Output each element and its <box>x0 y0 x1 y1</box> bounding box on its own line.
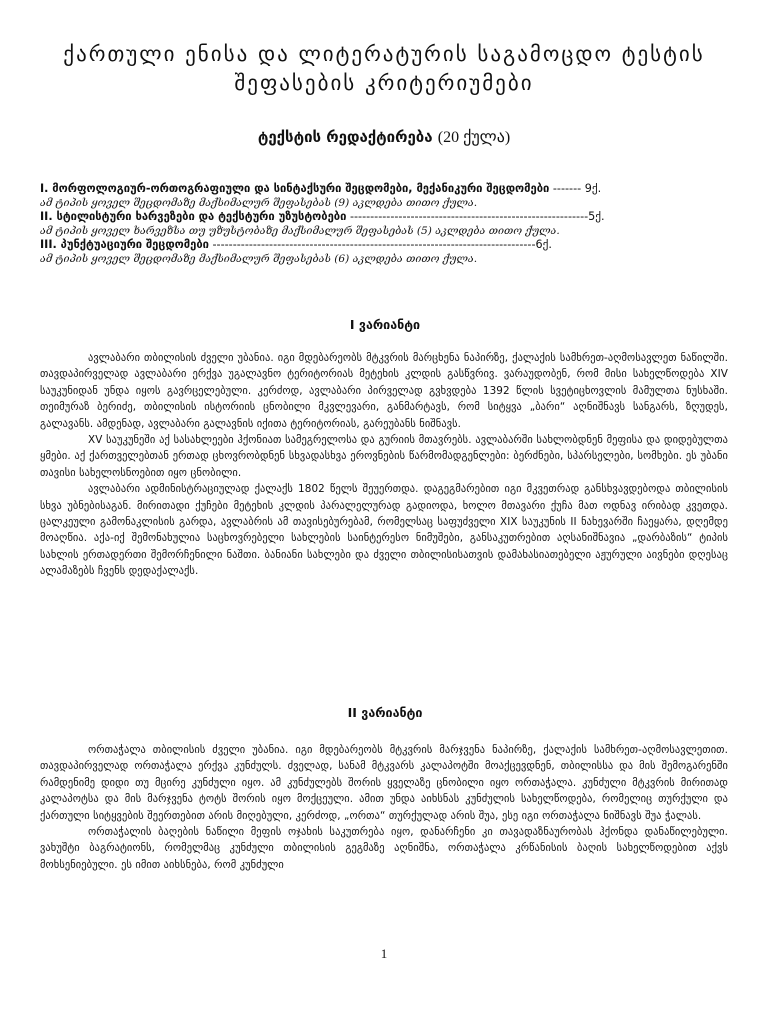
variant-1-paragraph: XV საუკუნეში აქ სასახლეები ჰქონიათ სამეგრელოსა და გურიის მთავრებს. ავლაბარში სახლობდნენ მეფისა და დიდებულთა ყმები. აქ ქართველებთან ერთად ცხოვრობდნენ სხვადასხვა ეროვნების წარმომადგენლები: ბერძნები, სპარსელები, სომხები. ეს უბანი თავისი სახელოსნოებით იყო ცნობილი. <box>40 434 728 479</box>
criterion-3-note: ამ ტიპის ყოველ შეცდომაზე მაქსიმალურ შეფასებას (6) აკლდება თითო ქულა. <box>40 253 478 265</box>
criteria-list <box>40 182 730 266</box>
title-line-2: შეფასების კრიტერიუმები <box>234 71 534 95</box>
section-subtitle <box>60 127 708 147</box>
criterion-3-points: --------------------------------------------------------------------------------6ქ. <box>208 238 552 251</box>
criterion-3-head: III. პუნქტუაციური შეცდომები <box>40 238 209 251</box>
variant-1-heading: I ვარიანტი <box>349 317 421 332</box>
variant-1-text <box>40 350 728 580</box>
criterion-1 <box>40 182 730 196</box>
title-line-1: ქართული ენისა და ლიტერატურის საგამოცდო ტესტის <box>63 42 705 66</box>
variant-2-heading: II ვარიანტი <box>347 705 423 720</box>
criterion-2-note: ამ ტიპის ყოველ ხარვეზსა თუ უზუსტობაზე მაქსიმალურ შეფასებას (5) აკლდება თითო ქულა. <box>40 225 560 237</box>
criterion-2 <box>40 210 730 224</box>
criterion-1-head: I. მორფოლოგიურ-ორთოგრაფიული და სინტაქსური შეცდომები, მექანიკური შეცდომები <box>40 182 550 195</box>
document-title <box>60 40 708 98</box>
page-number: 1 <box>380 946 388 961</box>
variant-1-paragraph: ავლაბარი ადმინისტრაციულად ქალაქს 1802 წელს შეუერთდა. დაგეგმარებით იგი მკვეთრად განსხვავდებოდა თბილისის სხვა უბნებისაგან. მირითადი ქუჩები მეტეხის კლდის პარალელურად გადიოდა, ხოლო მთავარი ქუჩა მათ ოდნავ ირიბად კვეთდა. ცალკეული გამონაკლისის გარდა, ავლაბრის ამ თავისებურებამ, რომელსაც საფუძველი XIX საუკუნის II ნახევარში ჩაეყარა, დღემდე მოაღწია. აქა-იქ შემონახულია საცხოვრებელი სახლების საინტერესო ნიმუშები, განსაკუთრებით აღსანიშნავია „დარბაზის“ ტიპის სახლის ერთადერთი შემორჩენილი ნაშთი. ბანიანი სახლები და ძველი თბილისისათვის დამახასიათებელი აჟურული აივნები დღესაც ალამაზებს ჩვენს დედაქალაქს. <box>40 483 728 578</box>
criterion-1-points: ------- 9ქ. <box>549 182 602 195</box>
variant-2-text <box>40 742 728 873</box>
subtitle-label: ტექსტის რედაქტირება <box>257 128 433 146</box>
criterion-2-head: II. სტილისტური ხარვეზები და ტექსტური უზუსტობები <box>40 210 347 223</box>
variant-2-paragraph: ორთაჭალის ბაღების ნაწილი მეფის ოჯახის საკუთრება იყო, დანარჩენი კი თავადაზნაურობას ჰქონდა დანაწილებული. ვახუშტი ბაგრატიონს, რომელმაც კუნძული თბილისის გეგმაზე აღნიშნა, ორთაჭალა კრწანისის ბაღის სახელწოდებით აქვს მოხსენიებული. ეს იმით აიხსნება, რომ კუნძული <box>40 826 728 871</box>
variant-1-paragraph: ავლაბარი თბილისის ძველი უბანია. იგი მდებარეობს მტკვრის მარცხენა ნაპირზე, ქალაქის სამხრეთ-აღმოსავლეთ ნაწილში. თავდაპირველად ავლაბარი ერქვა უგალავნო ტერიტორიას მეტეხის კლდის გასწვრივ. ვარაუდობენ, რომ მისი სახელწოდება XIV საუკუნიდან უნდა იყოს გავრცელებული. კერძოდ, ავლაბარი პირველად გვხვდება 1392 წლის სვეტიცხოვლის მამულთა ნუსხაში. თეიმურაზ ბერიძე, თბილისის ისტორიის ცნობილი მკვლევარი, განმარტავს, რომ სიტყვა „ბარი“ აღნიშნავს სანგარს, ზღუდეს, გალავანს. ამდენად, ავლაბარი გალავნის იქითა ტერიტორიას, გარეუბანს ნიშნავს. <box>40 352 728 430</box>
criterion-1-note: ამ ტიპის ყოველ შეცდომაზე მაქსიმალურ შეფასებას (9) აკლდება თითო ქულა. <box>40 197 478 209</box>
variant-2-paragraph: ორთაჭალა თბილისის ძველი უბანია. იგი მდებარეობს მტკვრის მარჯვენა ნაპირზე, ქალაქის სამხრეთ-აღმოსავლეთით. თავდაპირველად ორთაჭალა ერქვა კუნძულს. ძველად, სანამ მტკვარს კალაპოტში მოაქცევდნენ, თბილისსა და მის შემოგარენში რამდენიმე დიდი თუ მცირე კუნძული იყო. ამ კუნძულებს შორის ყველაზე ცნობილი იყო ორთაჭალა. კუნძული მტკვრის მირითად კალაპოტსა და მის მარჯვენა ტოტს შორის იყო მოქცეული. ამით უნდა აიხსნას კუნძულის სახელწოდება, რომელიც თურქული და ქართული სიტყვების შეერთებით არის მიღებული, კერძოდ, „ორთა“ თურქულად არის შუა, ესე იგი ორთაჭალა ნიშნავს შუა ჭალას. <box>40 744 728 822</box>
criterion-3 <box>40 238 730 252</box>
criterion-2-points: -----------------------------------------------------------5ქ. <box>346 210 605 223</box>
subtitle-points: (20 ქულა) <box>437 129 511 146</box>
